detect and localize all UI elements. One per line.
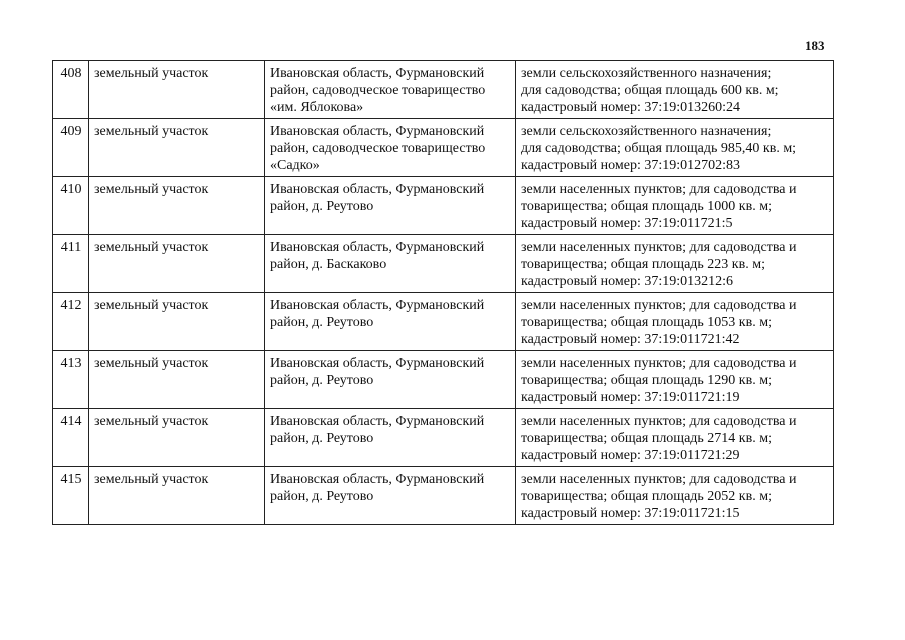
description-line: кадастровый номер: 37:19:011721:19: [521, 390, 740, 405]
row-number: 414: [53, 409, 89, 467]
object-type: земельный участок: [89, 351, 265, 409]
description-line: земли населенных пунктов; для садоводства и: [521, 472, 797, 487]
description-line: кадастровый номер: 37:19:011721:5: [521, 216, 733, 231]
object-type: земельный участок: [89, 235, 265, 293]
row-number: 410: [53, 177, 89, 235]
description-line: кадастровый номер: 37:19:012702:83: [521, 158, 741, 173]
object-description: [516, 119, 834, 177]
object-description: [516, 467, 834, 525]
object-description: [516, 293, 834, 351]
table-row: [53, 61, 834, 119]
table-body: [53, 61, 834, 525]
description-line: земли населенных пунктов; для садоводства и: [521, 240, 797, 255]
description-line: товарищества; общая площадь 1000 кв. м;: [521, 199, 772, 214]
object-type: земельный участок: [89, 409, 265, 467]
table-row: [53, 351, 834, 409]
row-number: 411: [53, 235, 89, 293]
row-number: 412: [53, 293, 89, 351]
row-number: 413: [53, 351, 89, 409]
description-line: земли населенных пунктов; для садоводства и: [521, 414, 797, 429]
description-line: товарищества; общая площадь 2714 кв. м;: [521, 431, 772, 446]
description-line: для садоводства; общая площадь 600 кв. м;: [521, 83, 779, 98]
table-row: [53, 467, 834, 525]
object-description: [516, 351, 834, 409]
object-type: земельный участок: [89, 177, 265, 235]
table-row: [53, 177, 834, 235]
row-number: 408: [53, 61, 89, 119]
page-number: 183: [805, 38, 825, 53]
object-address: Ивановская область, Фурмановский район, д. Реутово: [265, 177, 516, 235]
object-type: земельный участок: [89, 293, 265, 351]
object-type: земельный участок: [89, 61, 265, 119]
object-address: Ивановская область, Фурмановский район, д. Реутово: [265, 467, 516, 525]
description-line: земли населенных пунктов; для садоводства и: [521, 356, 797, 371]
land-plots-table: [52, 60, 834, 525]
table-row: [53, 293, 834, 351]
description-line: товарищества; общая площадь 223 кв. м;: [521, 257, 765, 272]
table-row: [53, 235, 834, 293]
description-line: кадастровый номер: 37:19:013260:24: [521, 100, 741, 115]
row-number: 409: [53, 119, 89, 177]
description-line: товарищества; общая площадь 2052 кв. м;: [521, 489, 772, 504]
object-description: [516, 61, 834, 119]
object-type: земельный участок: [89, 467, 265, 525]
description-line: для садоводства; общая площадь 985,40 кв. м;: [521, 141, 797, 156]
table-row: [53, 409, 834, 467]
object-address: Ивановская область, Фурмановский район, д. Реутово: [265, 409, 516, 467]
description-line: земли сельскохозяйственного назначения;: [521, 66, 772, 81]
object-address: Ивановская область, Фурмановский район, садоводческое товарищество «им. Яблокова»: [265, 61, 516, 119]
object-description: [516, 177, 834, 235]
description-line: земли сельскохозяйственного назначения;: [521, 124, 772, 139]
description-line: земли населенных пунктов; для садоводства и: [521, 298, 797, 313]
description-line: товарищества; общая площадь 1290 кв. м;: [521, 373, 772, 388]
object-type: земельный участок: [89, 119, 265, 177]
description-line: кадастровый номер: 37:19:011721:15: [521, 506, 740, 521]
object-description: [516, 409, 834, 467]
row-number: 415: [53, 467, 89, 525]
object-address: Ивановская область, Фурмановский район, д. Реутово: [265, 293, 516, 351]
description-line: кадастровый номер: 37:19:011721:42: [521, 332, 740, 347]
description-line: земли населенных пунктов; для садоводства и: [521, 182, 797, 197]
description-line: кадастровый номер: 37:19:013212:6: [521, 274, 734, 289]
description-line: товарищества; общая площадь 1053 кв. м;: [521, 315, 772, 330]
object-address: Ивановская область, Фурмановский район, садоводческое товарищество «Садко»: [265, 119, 516, 177]
object-address: Ивановская область, Фурмановский район, д. Реутово: [265, 351, 516, 409]
object-description: [516, 235, 834, 293]
table-row: [53, 119, 834, 177]
object-address: Ивановская область, Фурмановский район, д. Баскаково: [265, 235, 516, 293]
description-line: кадастровый номер: 37:19:011721:29: [521, 448, 740, 463]
